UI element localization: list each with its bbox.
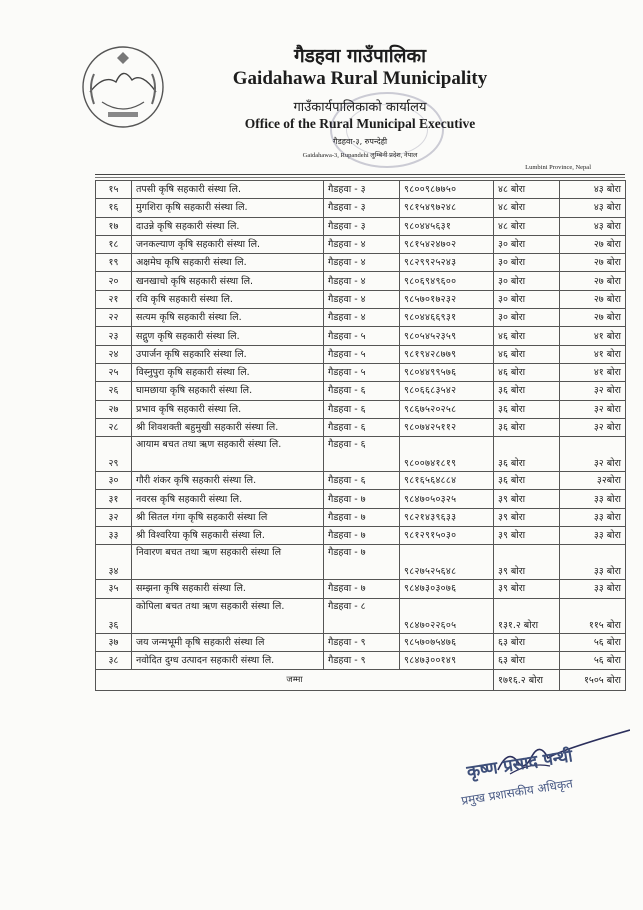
cell-qty1: ३९ बोरा <box>494 527 560 545</box>
cell-qty1: ३६ बोरा <box>494 382 560 400</box>
table-row <box>96 580 626 598</box>
table-row <box>96 181 626 199</box>
cell-ward: गैडहवा - ६ <box>324 400 400 418</box>
cell-phone: ९८००९८७७५० <box>400 181 494 199</box>
cell-qty2: ३२ बोरा <box>560 400 626 418</box>
cell-qty1: ३० बोरा <box>494 290 560 308</box>
cell-qty2: २७ बोरा <box>560 290 626 308</box>
cell-sn: ३८ <box>96 651 132 669</box>
cell-ward: गैडहवा - ४ <box>324 235 400 253</box>
cell-ward: गैडहवा - ९ <box>324 633 400 651</box>
total-qty1: १७१६.२ बोरा <box>494 670 560 691</box>
cell-name: सम्झना कृषि सहकारी संस्था लि. <box>132 580 324 598</box>
cell-qty1: ६३ बोरा <box>494 633 560 651</box>
table-body <box>96 181 626 670</box>
cell-qty2: ३२ बोरा <box>560 418 626 436</box>
municipality-title-nepali: गैडहवा गाउँपालिका <box>293 45 427 67</box>
cell-qty2: ५६ बोरा <box>560 633 626 651</box>
cell-phone: ९८००७४१८१९ <box>400 437 494 472</box>
office-title-english: Office of the Rural Municipal Executive <box>244 116 476 131</box>
cell-ward: गैडहवा - ४ <box>324 272 400 290</box>
table-row <box>96 418 626 436</box>
cell-phone: ९८०६६८३५४२ <box>400 382 494 400</box>
cell-phone: ९८५७०७५४७६ <box>400 633 494 651</box>
cell-ward: गैडहवा - ८ <box>324 598 400 633</box>
cell-ward: गैडहवा - ६ <box>324 437 400 472</box>
cell-sn: ३१ <box>96 490 132 508</box>
cell-sn: २६ <box>96 382 132 400</box>
cell-sn: २४ <box>96 345 132 363</box>
cell-name: निवारण बचत तथा ऋण सहकारी संस्था लि <box>132 545 324 580</box>
table-row <box>96 272 626 290</box>
cell-name: प्रभाव कृषि सहकारी संस्था लि. <box>132 400 324 418</box>
cell-name: श्री विश्वरिया कृषि सहकारी संस्था लि. <box>132 527 324 545</box>
office-seal-stamp <box>330 92 444 168</box>
signatory-name: कृष्ण प्रसाद पन्थी <box>465 746 575 783</box>
nepal-emblem-icon <box>80 44 166 130</box>
cell-ward: गैडहवा - ६ <box>324 382 400 400</box>
cell-name: तपसी कृषि सहकारी संस्था लि. <box>132 181 324 199</box>
table-row <box>96 309 626 327</box>
total-row <box>96 670 626 691</box>
cell-qty2: ३३ बोरा <box>560 490 626 508</box>
cell-qty1: ३० बोरा <box>494 272 560 290</box>
table-row <box>96 490 626 508</box>
cell-ward: गैडहवा - ७ <box>324 508 400 526</box>
cell-qty2: २७ बोरा <box>560 272 626 290</box>
cell-sn: १८ <box>96 235 132 253</box>
cell-name: नवोदित दुग्ध उत्पादन सहकारी संस्था लि. <box>132 651 324 669</box>
cell-qty1: ३६ बोरा <box>494 472 560 490</box>
cell-qty2: ११५ बोरा <box>560 598 626 633</box>
cell-phone: ९८६७५२०२५८ <box>400 400 494 418</box>
cell-name: सद्गुण कृषि सहकारी संस्था लि. <box>132 327 324 345</box>
table-row <box>96 400 626 418</box>
cell-phone: ९८१५४२४७०२ <box>400 235 494 253</box>
municipality-title-english: Gaidahawa Rural Municipality <box>232 68 488 89</box>
cell-sn: ३७ <box>96 633 132 651</box>
cell-name: मुगशिरा कृषि सहकारी संस्था लि. <box>132 199 324 217</box>
cell-ward: गैडहवा - ३ <box>324 217 400 235</box>
cell-ward: गैडहवा - ७ <box>324 490 400 508</box>
table-row <box>96 217 626 235</box>
table-row <box>96 527 626 545</box>
cell-sn: २७ <box>96 400 132 418</box>
cell-ward: गैडहवा - ५ <box>324 363 400 381</box>
cell-qty1: ४६ बोरा <box>494 363 560 381</box>
cell-sn: ३४ <box>96 545 132 580</box>
cell-phone: ९८४७०५०३२५ <box>400 490 494 508</box>
cell-sn: १७ <box>96 217 132 235</box>
cell-phone: ९८१५४९७२४८ <box>400 199 494 217</box>
cell-ward: गैडहवा - ४ <box>324 290 400 308</box>
cell-qty2: ४३ बोरा <box>560 217 626 235</box>
table-row <box>96 545 626 580</box>
cell-sn: २५ <box>96 363 132 381</box>
cell-qty2: ३३ बोरा <box>560 527 626 545</box>
table-row <box>96 437 626 472</box>
table-row <box>96 327 626 345</box>
cell-qty2: ४३ बोरा <box>560 199 626 217</box>
cell-qty2: २७ बोरा <box>560 254 626 272</box>
cell-phone: ९८०७४२५११२ <box>400 418 494 436</box>
cell-sn: १६ <box>96 199 132 217</box>
province-label: Lumbini Province, Nepal <box>525 164 591 171</box>
cell-qty1: ४६ बोरा <box>494 327 560 345</box>
cell-ward: गैडहवा - ९ <box>324 651 400 669</box>
cell-qty1: ३९ बोरा <box>494 545 560 580</box>
cell-qty2: २७ बोरा <box>560 309 626 327</box>
cell-ward: गैडहवा - ५ <box>324 345 400 363</box>
table-row <box>96 651 626 669</box>
cell-qty2: ३३ बोरा <box>560 545 626 580</box>
address-english: Gaidahawa-3, Rupandehi लुम्बिनी प्रदेश, नेपाल <box>302 152 418 159</box>
cell-qty1: ३६ बोरा <box>494 400 560 418</box>
cell-qty2: ४१ बोरा <box>560 327 626 345</box>
cell-qty2: ३२ बोरा <box>560 382 626 400</box>
table-row <box>96 235 626 253</box>
cell-sn: ३० <box>96 472 132 490</box>
cell-qty2: ३२बोरा <box>560 472 626 490</box>
cell-qty2: ३२ बोरा <box>560 437 626 472</box>
table-row <box>96 290 626 308</box>
cell-phone: ९८४७३०३०७६ <box>400 580 494 598</box>
office-title-nepali: गाउँकार्यपालिकाको कार्यालय <box>293 100 427 115</box>
cell-name: खनखाचो कृषि सहकारी संस्था लि. <box>132 272 324 290</box>
cell-name: श्री शिवशक्ती बहुमुखी सहकारी संस्था लि. <box>132 418 324 436</box>
cell-ward: गैडहवा - ५ <box>324 327 400 345</box>
cell-phone: ९८०४४५६३१ <box>400 217 494 235</box>
signatory-title: प्रमुख प्रशासकीय अधिकृत <box>460 776 574 808</box>
cell-ward: गैडहवा - ६ <box>324 418 400 436</box>
cell-name: श्री सितल गंगा कृषि सहकारी संस्था लि <box>132 508 324 526</box>
table-row <box>96 472 626 490</box>
cell-sn: ३३ <box>96 527 132 545</box>
cell-sn: ३५ <box>96 580 132 598</box>
cooperative-allocation-table <box>95 180 626 691</box>
cell-sn: १९ <box>96 254 132 272</box>
cell-qty1: ३० बोरा <box>494 309 560 327</box>
cell-sn: १५ <box>96 181 132 199</box>
cell-qty1: ४८ बोरा <box>494 181 560 199</box>
cell-name: कोपिला बचत तथा ऋण सहकारी संस्था लि. <box>132 598 324 633</box>
cell-qty1: ४६ बोरा <box>494 345 560 363</box>
cell-phone: ९८०४४९९५७६ <box>400 363 494 381</box>
cell-sn: ३२ <box>96 508 132 526</box>
cell-ward: गैडहवा - ४ <box>324 309 400 327</box>
cell-phone: ९८०४४६६९३१ <box>400 309 494 327</box>
cell-qty1: ३० बोरा <box>494 254 560 272</box>
cell-qty1: ४८ बोरा <box>494 217 560 235</box>
cell-phone: ९८०६९४९६०० <box>400 272 494 290</box>
cell-name: नवरस कृषि सहकारी संस्था लि. <box>132 490 324 508</box>
header-divider <box>95 174 625 175</box>
table-row <box>96 363 626 381</box>
cell-phone: ९८१२९१५०३० <box>400 527 494 545</box>
cell-qty1: ४८ बोरा <box>494 199 560 217</box>
table-row <box>96 345 626 363</box>
cell-qty2: ५६ बोरा <box>560 651 626 669</box>
table-row <box>96 199 626 217</box>
cell-qty1: १३१.२ बोरा <box>494 598 560 633</box>
cell-phone: ९८५७०१७२३२ <box>400 290 494 308</box>
cell-name: अक्षमेघ कृषि सहकारी संस्था लि. <box>132 254 324 272</box>
cell-qty1: ३६ बोरा <box>494 437 560 472</box>
cell-qty2: ३३ बोरा <box>560 508 626 526</box>
cell-ward: गैडहवा - ७ <box>324 527 400 545</box>
cell-phone: ९८१६५६४८८४ <box>400 472 494 490</box>
cell-sn: २३ <box>96 327 132 345</box>
cell-qty2: २७ बोरा <box>560 235 626 253</box>
table-row <box>96 598 626 633</box>
cell-ward: गैडहवा - ३ <box>324 181 400 199</box>
cell-sn: २२ <box>96 309 132 327</box>
cell-name: विस्नुपुरा कृषि सहकारी संस्था लि. <box>132 363 324 381</box>
total-qty2: १५०५ बोरा <box>560 670 626 691</box>
cell-qty2: ४१ बोरा <box>560 363 626 381</box>
cell-name: सत्यम कृषि सहकारी संस्था लि. <box>132 309 324 327</box>
table-row <box>96 508 626 526</box>
cell-ward: गैडहवा - ४ <box>324 254 400 272</box>
table-row <box>96 633 626 651</box>
cell-name: आयाम बचत तथा ऋण सहकारी संस्था लि. <box>132 437 324 472</box>
table-row <box>96 254 626 272</box>
cell-name: गौरी शंकर कृषि सहकारी संस्था लि. <box>132 472 324 490</box>
cell-sn: २० <box>96 272 132 290</box>
cell-phone: ९८४७०२२६०५ <box>400 598 494 633</box>
cell-phone: ९८२१४३९६३३ <box>400 508 494 526</box>
cell-qty2: ३३ बोरा <box>560 580 626 598</box>
cell-qty2: ४१ बोरा <box>560 345 626 363</box>
cell-ward: गैडहवा - ७ <box>324 580 400 598</box>
cell-name: जय जन्मभूमी कृषि सहकारी संस्था लि <box>132 633 324 651</box>
cell-name: रवि कृषि सहकारी संस्था लि. <box>132 290 324 308</box>
cell-phone: ९८२९९२५२४३ <box>400 254 494 272</box>
cell-sn: २१ <box>96 290 132 308</box>
cell-qty1: ३९ बोरा <box>494 580 560 598</box>
cell-name: उपार्जन कृषि सहकारि संस्था लि. <box>132 345 324 363</box>
address-nepali: गैडहवा-३, रुपन्देही <box>332 137 388 146</box>
cell-qty1: ६३ बोरा <box>494 651 560 669</box>
cell-qty2: ४३ बोरा <box>560 181 626 199</box>
cell-phone: ९८२७५२५६४८ <box>400 545 494 580</box>
cell-qty1: ३९ बोरा <box>494 490 560 508</box>
cell-sn: २८ <box>96 418 132 436</box>
cell-ward: गैडहवा - ६ <box>324 472 400 490</box>
cell-qty1: ३६ बोरा <box>494 418 560 436</box>
cell-ward: गैडहवा - ३ <box>324 199 400 217</box>
total-label: जम्मा <box>96 670 494 691</box>
cell-sn: ३६ <box>96 598 132 633</box>
cell-sn: २९ <box>96 437 132 472</box>
cell-name: जनकल्याण कृषि सहकारी संस्था लि. <box>132 235 324 253</box>
cell-phone: ९८१९४२८७७९ <box>400 345 494 363</box>
table-row <box>96 382 626 400</box>
cell-ward: गैडहवा - ७ <box>324 545 400 580</box>
cell-phone: ९८०५४५२३५९ <box>400 327 494 345</box>
cell-qty1: ३९ बोरा <box>494 508 560 526</box>
cell-phone: ९८४७३००१४९ <box>400 651 494 669</box>
header-divider-secondary <box>95 177 625 178</box>
cell-qty1: ३० बोरा <box>494 235 560 253</box>
cell-name: दाउन्ने कृषि सहकारी संस्था लि. <box>132 217 324 235</box>
cell-name: घामछाया कृषि सहकारी संस्था लि. <box>132 382 324 400</box>
